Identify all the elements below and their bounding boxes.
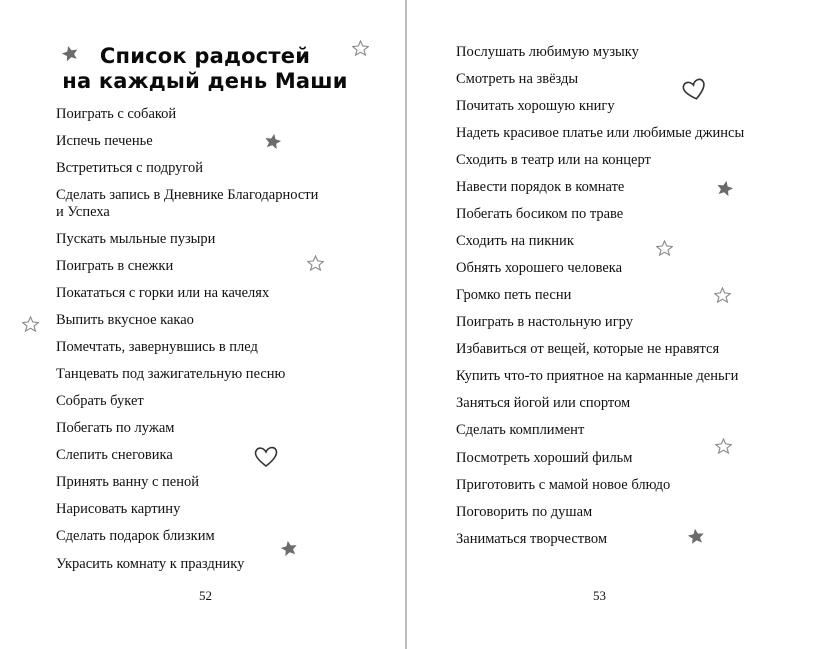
list-item: Сходить на пикник xyxy=(456,233,574,249)
list-item: Поиграть с собакой xyxy=(56,106,177,122)
title-line-1: Список радостей xyxy=(99,44,311,68)
list-item: Заниматься творчеством xyxy=(456,531,608,547)
list-item: Собрать букет xyxy=(56,393,144,409)
list-item: Испечь печенье xyxy=(56,133,153,149)
list-item: Сделать комплимент xyxy=(456,422,585,438)
list-item: Заняться йогой или спортом xyxy=(456,395,631,411)
list-item: Поговорить по душам xyxy=(456,504,593,520)
list-item: Побегать по лужам xyxy=(56,420,175,436)
list-item: Навести порядок в комнате xyxy=(456,179,625,195)
list-item: Танцевать под зажигательную песню xyxy=(56,366,286,382)
star-outline-icon xyxy=(307,255,324,271)
star-outline-icon xyxy=(714,287,731,303)
list-item: Пускать мыльные пузыри xyxy=(56,231,216,247)
list-item: Покататься с горки или на качелях xyxy=(56,285,270,301)
star-filled-icon xyxy=(687,528,705,544)
list-item: Принять ванну с пеной xyxy=(56,474,199,490)
star-filled-icon xyxy=(61,45,79,61)
list-item: Выпить вкусное какао xyxy=(56,312,194,328)
list-item: Украсить комнату к празднику xyxy=(56,556,245,572)
list-item: Поиграть в настольную игру xyxy=(456,314,633,330)
list-item: Помечтать, завернувшись в плед xyxy=(56,339,258,355)
list-item: Обнять хорошего человека xyxy=(456,260,623,276)
list-item: Громко петь песни xyxy=(456,287,572,303)
heart-icon xyxy=(681,78,708,102)
star-filled-icon xyxy=(716,180,734,196)
star-outline-icon xyxy=(715,438,732,454)
star-outline-icon xyxy=(352,40,369,56)
page-number-right: 53 xyxy=(593,588,606,603)
right-page xyxy=(407,0,814,649)
list-item: Побегать босиком по траве xyxy=(456,206,624,222)
list-item: Сделать подарок близким xyxy=(56,528,215,544)
list-item: Послушать любимую музыку xyxy=(456,44,639,60)
left-page xyxy=(0,0,406,649)
list-item: Почитать хорошую книгу xyxy=(456,98,615,114)
list-item: Поиграть в снежки xyxy=(56,258,174,274)
list-item: Слепить снеговика xyxy=(56,447,173,463)
list-item: Сходить в театр или на концерт xyxy=(456,152,651,168)
list-item: Купить что-то приятное на карманные деньги xyxy=(456,368,739,384)
page-title xyxy=(60,44,350,94)
list-item: Приготовить с мамой новое блюдо xyxy=(456,477,671,493)
title-line-2: на каждый день Маши xyxy=(62,69,348,93)
list-item: Избавиться от вещей, которые не нравятся xyxy=(456,341,720,357)
star-filled-icon xyxy=(264,133,282,149)
star-filled-icon xyxy=(280,540,298,556)
list-item: и Успеха xyxy=(56,204,110,220)
page-number-left: 52 xyxy=(199,588,212,603)
heart-icon xyxy=(253,445,279,469)
list-item: Сделать запись в Дневнике Благодарности xyxy=(56,187,319,203)
list-item: Встретиться с подругой xyxy=(56,160,204,176)
star-outline-icon xyxy=(22,316,39,332)
list-item: Смотреть на звёзды xyxy=(456,71,579,87)
list-item: Нарисовать картину xyxy=(56,501,181,517)
list-item: Посмотреть хороший фильм xyxy=(456,450,633,466)
star-outline-icon xyxy=(656,240,673,256)
list-item: Надеть красивое платье или любимые джинсы xyxy=(456,125,745,141)
